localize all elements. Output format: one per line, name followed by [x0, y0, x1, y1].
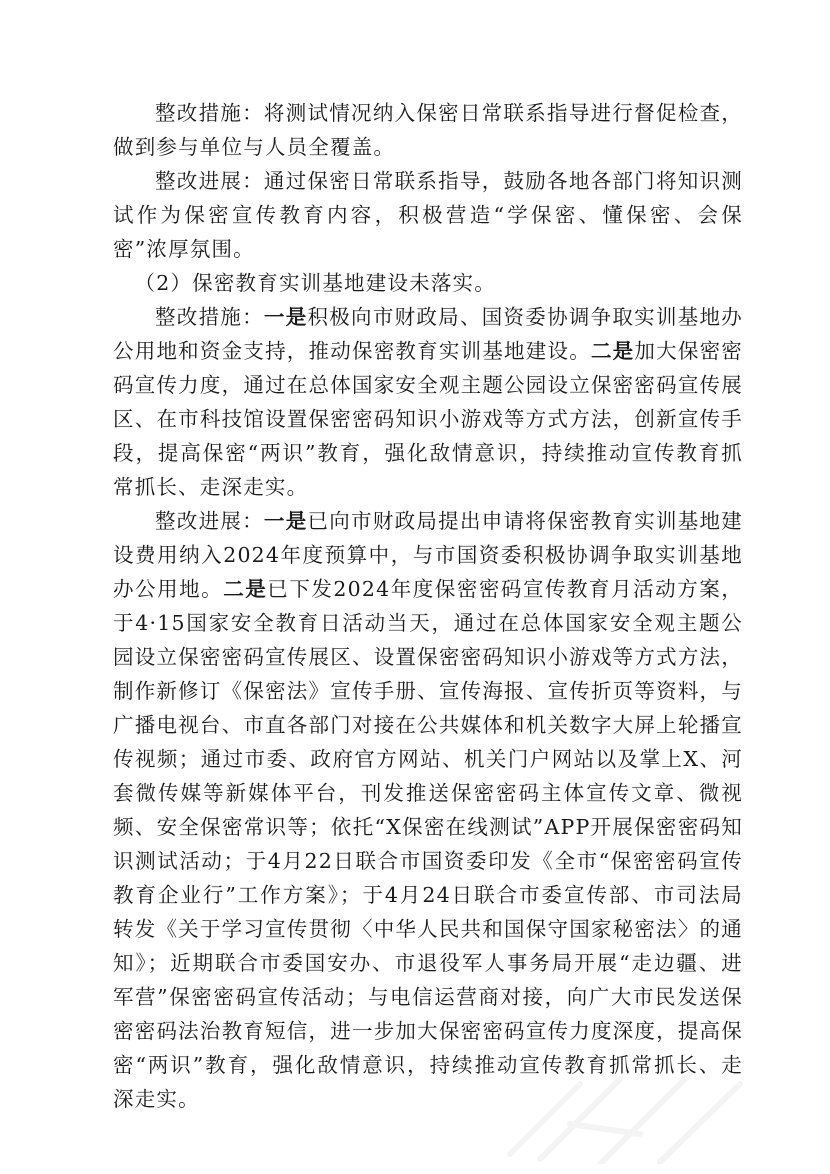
subheading-text: （2）保密教育实训基地建设未落实。 — [134, 271, 496, 295]
paragraph-progress-1 — [113, 164, 743, 266]
paragraph-text: 已向市财政局提出申请将保密教育实训基地建设费用纳入2024年度预算中，与市国资委积极协调争取实训基地办公用地。 — [113, 509, 744, 601]
document-body — [113, 96, 743, 1116]
paragraph-progress-2 — [113, 504, 743, 1116]
paragraph-text: 将测试情况纳入保密日常联系指导进行督促检查，做到参与单位与人员全覆盖。 — [113, 101, 743, 159]
emphasis-second: 二是 — [223, 577, 268, 601]
paragraph-text: 通过保密日常联系指导，鼓励各地各部门将知识测试作为保密宣传教育内容，积极营造“学保密、懂保密、会保密”浓厚氛围。 — [113, 169, 743, 261]
emphasis-first: 一是 — [263, 305, 308, 329]
label-progress: 整改进展： — [155, 169, 264, 193]
subheading-item-2 — [113, 266, 743, 300]
paragraph-measures-1 — [113, 96, 743, 164]
paragraph-text: 加大保密密码宣传力度，通过在总体国家安全观主题公园设立保密密码宣传展区、在市科技馆设置保密密码知识小游戏等方式方法，创新宣传手段，提高保密“两识”教育，强化敌情意识，持续推动宣传教育抓常抓长、走深走实。 — [113, 339, 744, 499]
label-measures: 整改措施： — [155, 101, 264, 125]
paragraph-text: 积极向市财政局、国资委协调争取实训基地办公用地和资金支持，推动保密教育实训基地建设。 — [113, 305, 744, 363]
label-measures: 整改措施： — [155, 305, 264, 329]
emphasis-first: 一是 — [263, 509, 308, 533]
label-progress: 整改进展： — [155, 509, 264, 533]
paragraph-measures-2 — [113, 300, 743, 504]
emphasis-second: 二是 — [590, 339, 635, 363]
paragraph-text: 已下发2024年度保密密码宣传教育月活动方案，于4·15国家安全教育日活动当天，通过在总体国家安全观主题公园设立保密密码宣传展区、设置保密密码知识小游戏等方式方法，制作新修订《保密法》宣传手册、宣传海报、宣传折页等资料，与广播电视台、市直各部门对接在公共媒体和机关数字大屏上轮播宣传视频；通过市委、政府官方网站、机关门户网站以及掌上X、河套微传媒等新媒体平台，刊发推送保密密码主体宣传文章、微视频、安全保密常识等；依托“X保密在线测试”APP开展保密密码知识测试活动；于4月22日联合市国资委印发《全市“保密密码宣传教育企业行”工作方案》；于4月24日联合市委宣传部、市司法局转发《关于学习宣传贯彻〈中华人民共和国保守国家秘密法〉的通知》；近期联合市委国安办、市退役军人事务局开展“走边疆、进军营”保密密码宣传活动；与电信运营商对接，向广大市民发送保密密码法治教育短信，进一步加大保密密码宣传力度深度，提高保密“两识”教育，强化敌情意识，持续推动宣传教育抓常抓长、走深走实。 — [113, 577, 743, 1111]
